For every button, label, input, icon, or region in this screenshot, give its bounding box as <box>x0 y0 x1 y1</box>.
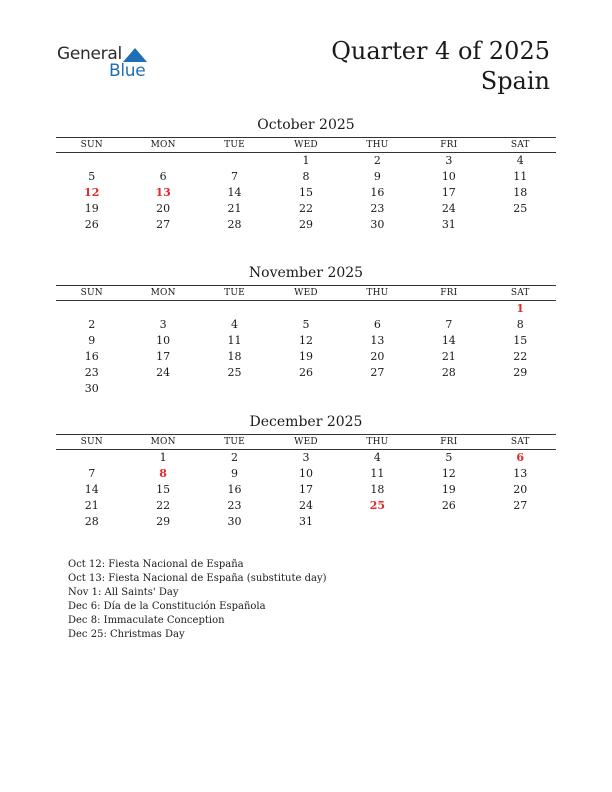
empty-day-cell <box>342 301 413 317</box>
day-cell: 19 <box>84 202 99 215</box>
week-row <box>56 498 556 514</box>
weekday-label: MON <box>150 288 176 298</box>
empty-day-cell <box>127 153 198 169</box>
day-cell: 14 <box>227 186 242 199</box>
day-cell: 4 <box>373 451 381 464</box>
day-cell: 13 <box>513 467 528 480</box>
holiday-entry: Oct 13: Fiesta Nacional de España (substitute day) <box>68 573 327 584</box>
day-cell: 15 <box>513 334 528 347</box>
day-cell: 26 <box>84 218 99 231</box>
month-october <box>56 116 556 233</box>
weekday-label: WED <box>294 288 318 298</box>
day-cell: 18 <box>513 186 528 199</box>
day-cell: 25 <box>227 366 242 379</box>
week-row <box>56 201 556 217</box>
day-cell: 24 <box>441 202 456 215</box>
empty-day-cell <box>56 450 127 466</box>
empty-day-cell <box>199 301 270 317</box>
day-cell: 10 <box>156 334 171 347</box>
day-cell: 29 <box>298 218 313 231</box>
day-cell: 9 <box>373 170 381 183</box>
empty-day-cell <box>127 301 198 317</box>
empty-day-cell <box>485 514 556 530</box>
day-cell: 19 <box>441 483 456 496</box>
day-cell: 10 <box>441 170 456 183</box>
day-cell: 25 <box>513 202 528 215</box>
day-cell: 29 <box>156 515 171 528</box>
day-cell: 10 <box>298 467 313 480</box>
day-cell: 27 <box>156 218 171 231</box>
week-row <box>56 365 556 381</box>
weekday-header <box>56 434 556 450</box>
weekday-label: SAT <box>510 437 530 447</box>
weekday-label: THU <box>366 288 389 298</box>
empty-day-cell <box>127 381 198 397</box>
holiday-day-cell: 1 <box>516 302 525 315</box>
day-cell: 21 <box>227 202 242 215</box>
weekday-label: TUE <box>224 140 245 150</box>
empty-day-cell <box>199 381 270 397</box>
day-cell: 2 <box>88 318 96 331</box>
day-cell: 21 <box>441 350 456 363</box>
day-cell: 26 <box>298 366 313 379</box>
day-cell: 30 <box>227 515 242 528</box>
day-cell: 22 <box>513 350 528 363</box>
day-cell: 3 <box>302 451 310 464</box>
day-cell: 7 <box>445 318 453 331</box>
day-cell: 13 <box>370 334 385 347</box>
empty-day-cell <box>485 381 556 397</box>
empty-day-cell <box>413 381 484 397</box>
week-row <box>56 169 556 185</box>
week-row <box>56 217 556 233</box>
weekday-label: TUE <box>224 288 245 298</box>
empty-day-cell <box>413 514 484 530</box>
day-cell: 23 <box>84 366 99 379</box>
weekday-label: WED <box>294 437 318 447</box>
day-cell: 4 <box>516 154 524 167</box>
week-row <box>56 450 556 466</box>
day-cell: 31 <box>298 515 313 528</box>
empty-day-cell <box>485 217 556 233</box>
day-cell: 8 <box>516 318 524 331</box>
weekday-label: SAT <box>510 288 530 298</box>
generalblue-logo <box>57 44 157 84</box>
holiday-entry: Oct 12: Fiesta Nacional de España <box>68 559 244 570</box>
day-cell: 26 <box>441 499 456 512</box>
day-cell: 20 <box>370 350 385 363</box>
month-title: October 2025 <box>257 117 355 133</box>
holiday-entry: Dec 6: Día de la Constitución Española <box>68 601 266 612</box>
weekday-label: FRI <box>440 437 458 447</box>
weekday-label: WED <box>294 140 318 150</box>
weekday-label: SUN <box>80 140 103 150</box>
day-cell: 14 <box>84 483 99 496</box>
weekday-header <box>56 285 556 301</box>
day-cell: 7 <box>231 170 239 183</box>
holiday-day-cell: 12 <box>84 186 100 199</box>
week-row <box>56 349 556 365</box>
day-cell: 1 <box>302 154 310 167</box>
week-row <box>56 514 556 530</box>
empty-day-cell <box>270 301 341 317</box>
empty-day-cell <box>342 514 413 530</box>
month-november <box>56 264 556 397</box>
day-cell: 22 <box>156 499 171 512</box>
day-cell: 29 <box>513 366 528 379</box>
day-cell: 6 <box>159 170 167 183</box>
day-cell: 12 <box>298 334 313 347</box>
holiday-entry: Dec 8: Immaculate Conception <box>68 615 225 626</box>
holiday-list <box>68 558 327 642</box>
day-cell: 12 <box>441 467 456 480</box>
day-cell: 18 <box>370 483 385 496</box>
empty-day-cell <box>199 153 270 169</box>
week-row <box>56 301 556 317</box>
holiday-entry: Nov 1: All Saints' Day <box>68 587 179 598</box>
logo-text-blue: Blue <box>109 61 146 81</box>
empty-day-cell <box>342 381 413 397</box>
empty-day-cell <box>413 301 484 317</box>
day-cell: 20 <box>513 483 528 496</box>
holiday-day-cell: 6 <box>516 451 525 464</box>
day-cell: 1 <box>159 451 167 464</box>
day-cell: 24 <box>156 366 171 379</box>
week-row <box>56 466 556 482</box>
weekday-label: THU <box>366 140 389 150</box>
day-cell: 30 <box>370 218 385 231</box>
day-cell: 2 <box>231 451 239 464</box>
day-cell: 17 <box>441 186 456 199</box>
day-cell: 7 <box>88 467 96 480</box>
weekday-label: MON <box>150 437 176 447</box>
day-cell: 9 <box>88 334 96 347</box>
day-cell: 17 <box>156 350 171 363</box>
page-title-block <box>331 36 550 96</box>
day-cell: 2 <box>373 154 381 167</box>
day-cell: 30 <box>84 382 99 395</box>
day-cell: 24 <box>298 499 313 512</box>
empty-day-cell <box>56 301 127 317</box>
day-cell: 6 <box>373 318 381 331</box>
day-cell: 21 <box>84 499 99 512</box>
day-cell: 19 <box>298 350 313 363</box>
day-cell: 15 <box>298 186 313 199</box>
week-row <box>56 153 556 169</box>
day-cell: 11 <box>227 334 242 347</box>
holiday-day-cell: 13 <box>155 186 171 199</box>
day-cell: 3 <box>445 154 453 167</box>
day-cell: 23 <box>370 202 385 215</box>
week-row <box>56 381 556 397</box>
day-cell: 11 <box>513 170 528 183</box>
day-cell: 11 <box>370 467 385 480</box>
day-cell: 16 <box>227 483 242 496</box>
day-cell: 22 <box>298 202 313 215</box>
day-cell: 17 <box>298 483 313 496</box>
weekday-label: SAT <box>510 140 530 150</box>
weekday-label: THU <box>366 437 389 447</box>
day-cell: 9 <box>231 467 239 480</box>
day-cell: 5 <box>302 318 310 331</box>
day-cell: 28 <box>441 366 456 379</box>
day-cell: 4 <box>231 318 239 331</box>
day-cell: 23 <box>227 499 242 512</box>
weekday-header <box>56 137 556 153</box>
day-cell: 28 <box>84 515 99 528</box>
month-title: December 2025 <box>249 414 363 430</box>
week-row <box>56 333 556 349</box>
holiday-day-cell: 8 <box>159 467 167 480</box>
weekday-label: MON <box>150 140 176 150</box>
holiday-day-cell: 25 <box>369 499 386 512</box>
empty-day-cell <box>270 381 341 397</box>
day-cell: 16 <box>84 350 99 363</box>
empty-day-cell <box>56 153 127 169</box>
week-row <box>56 482 556 498</box>
day-cell: 8 <box>302 170 310 183</box>
day-cell: 14 <box>441 334 456 347</box>
day-cell: 15 <box>156 483 171 496</box>
weekday-label: TUE <box>224 437 245 447</box>
day-cell: 31 <box>441 218 456 231</box>
logo-triangle-icon <box>123 46 147 62</box>
day-cell: 5 <box>445 451 453 464</box>
week-row <box>56 317 556 333</box>
month-december <box>56 413 556 530</box>
day-cell: 27 <box>370 366 385 379</box>
month-title: November 2025 <box>248 265 364 281</box>
day-cell: 28 <box>227 218 242 231</box>
day-cell: 20 <box>156 202 171 215</box>
holiday-entry: Dec 25: Christmas Day <box>68 629 185 640</box>
weekday-label: SUN <box>80 437 103 447</box>
day-cell: 5 <box>88 170 96 183</box>
country-name: Spain <box>480 67 550 95</box>
week-row <box>56 185 556 201</box>
weekday-label: SUN <box>80 288 103 298</box>
weekday-label: FRI <box>440 140 458 150</box>
day-cell: 27 <box>513 499 528 512</box>
logo-text-general: General <box>57 44 122 64</box>
day-cell: 16 <box>370 186 385 199</box>
page-title: Quarter 4 of 2025 <box>331 37 550 65</box>
day-cell: 18 <box>227 350 242 363</box>
weekday-label: FRI <box>440 288 458 298</box>
day-cell: 3 <box>159 318 167 331</box>
